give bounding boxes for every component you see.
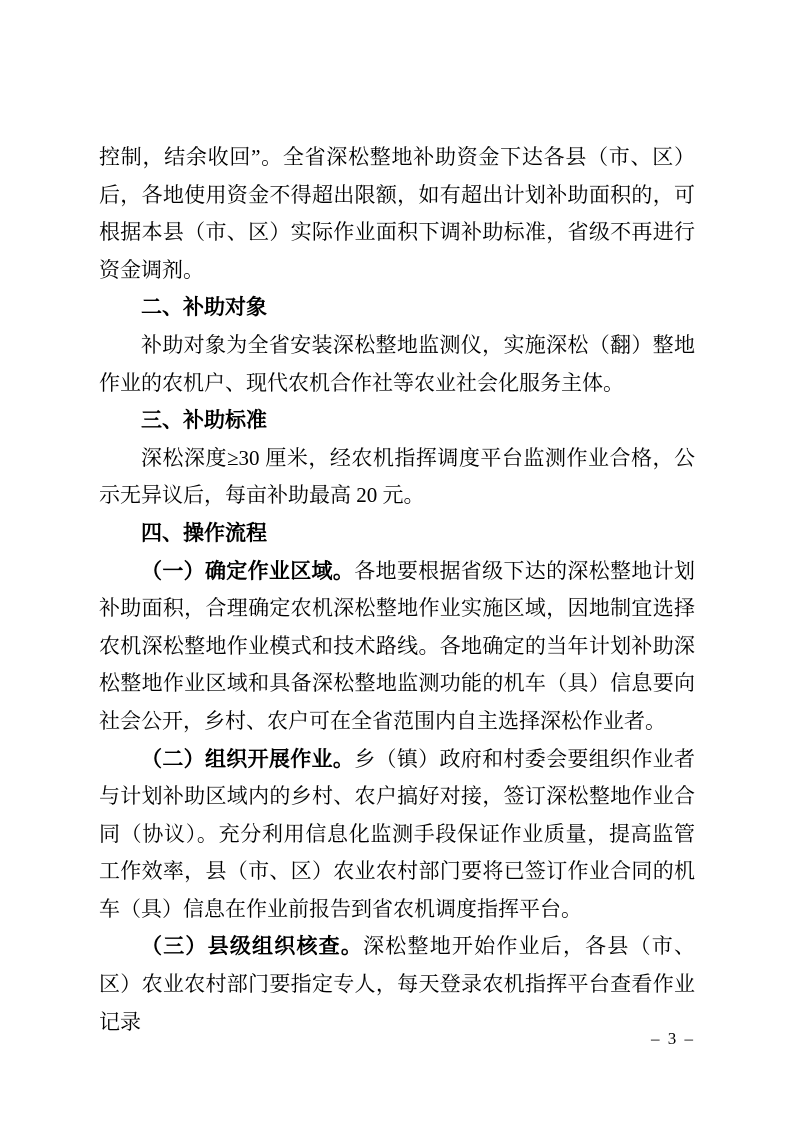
step-1-text: 各地要根据省级下达的深松整地计划补助面积，合理确定农机深松整地作业实施区域，因地制宜选择农机深松整地作业模式和技术路线。各地确定的当年计划补助深松整地作业区域和具备深松整地监测功能的机车（具）信息要向社会公开，乡村、农户可在全省范围内自主选择深松作业者。: [99, 558, 696, 733]
step-3-lead: （三）县级组织核查。: [141, 934, 364, 959]
paragraph-step-1: [99, 553, 695, 741]
page-number: – 3 –: [651, 1029, 695, 1048]
heading-subsidy-targets: 二、补助对象: [141, 296, 267, 320]
paragraph-funds-control: 控制，结余收回”。全省深松整地补助资金下达各县（市、区）后，各地使用资金不得超出限额，如有超出计划补助面积的，可根据本县（市、区）实际作业面积下调补助标准，省级不再进行资金调剂。: [99, 145, 695, 282]
step-2-lead: （二）组织开展作业。: [141, 746, 355, 771]
step-2-text: 乡（镇）政府和村委会要组织作业者与计划补助区域内的乡村、农户搞好对接，签订深松整地作业合同（协议）。充分利用信息化监测手段保证作业质量，提高监管工作效率，县（市、区）农业农村部门要将已签订作业合同的机车（具）信息在作业前报告到省农机调度指挥平台。: [99, 746, 696, 921]
paragraph-subsidy-targets: 补助对象为全省安装深松整地监测仪，实施深松（翻）整地作业的农机户、现代农机合作社等农业社会化服务主体。: [99, 332, 695, 395]
step-1-lead: （一）确定作业区域。: [141, 558, 355, 583]
heading-operation-procedure: 四、操作流程: [141, 521, 267, 545]
heading-subsidy-standard: 三、补助标准: [141, 409, 267, 433]
step-3-text: 深松整地开始作业后，各县（市、区）农业农村部门要指定专人，每天登录农机指挥平台查看作业记录: [99, 934, 696, 1034]
paragraph-step-2: [99, 741, 695, 929]
paragraph-step-3: [99, 928, 695, 1041]
paragraph-subsidy-standard: 深松深度≥30 厘米，经农机指挥调度平台监测作业合格，公示无异议后，每亩补助最高 20 元。: [99, 445, 695, 508]
document-body: [99, 139, 695, 1041]
